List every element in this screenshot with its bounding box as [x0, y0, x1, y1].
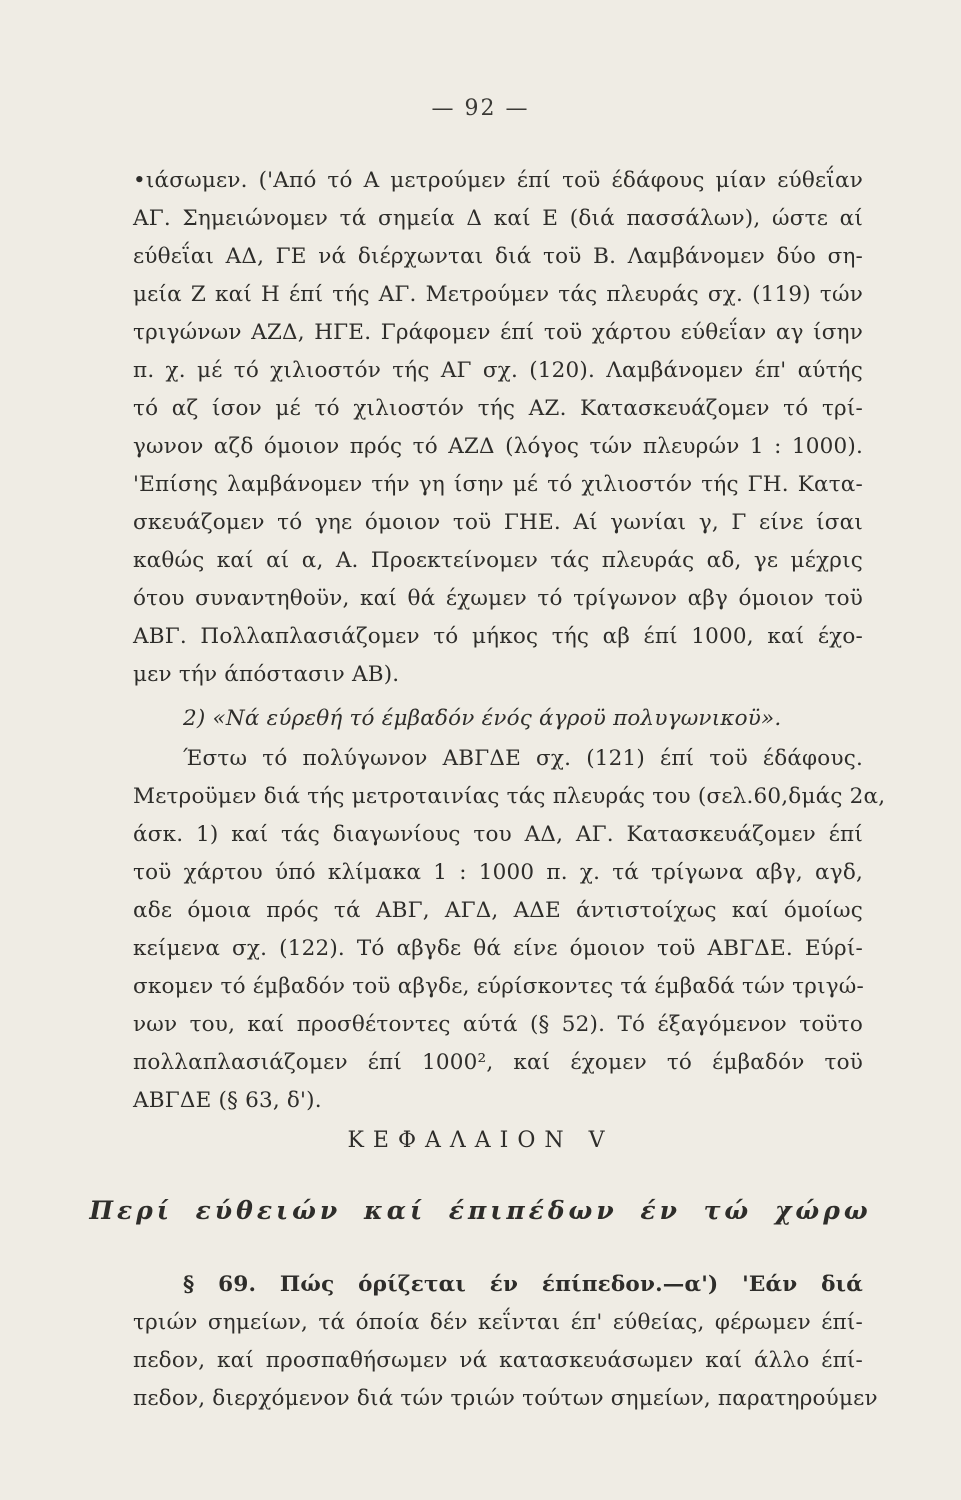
page-number: — 92 — — [431, 96, 530, 121]
text-line-1: •ιάσωμεν. ('Από τό Α μετρούμεν έπί τοϋ έδάφους μίαν εύθεΐαν — [133, 168, 863, 193]
section-69-line-4: πεδον, διερχόμενον διά τών τριών τούτων σημείων, παρατηρούμεν — [133, 1386, 878, 1411]
text-line-2: ΑΓ. Σημειώνομεν τά σημεία Δ καί Ε (διά πασσάλων), ώστε αί — [133, 206, 863, 231]
text-line-3: εύθεΐαι ΑΔ, ΓΕ νά διέρχωνται διά τοϋ Β. Λαμβάνομεν δύο ση- — [133, 244, 863, 269]
text-line-24: πολλαπλασιάζομεν έπί 1000², καί έχομεν τό έμβαδόν τοϋ — [133, 1050, 863, 1075]
text-line-13: ΑΒΓ. Πολλαπλασιάζομεν τό μήκος τής αβ έπί 1000, καί έχο- — [133, 624, 863, 649]
text-line-17: Μετροϋμεν διά τής μετροταινίας τάς πλευράς του (σελ.60,δμάς 2α, — [133, 784, 886, 809]
text-line-21: κείμενα σχ. (122). Τό αβγδε θά είνε όμοιον τοϋ ΑΒΓΔΕ. Εύρί- — [133, 936, 863, 961]
section-69-line-3: πεδον, καί προσπαθήσωμεν νά κατασκευάσωμεν καί άλλο έπί- — [133, 1348, 863, 1373]
text-line-11: καθώς καί αί α, Α. Προεκτείνομεν τάς πλευράς αδ, γε μέχρις — [133, 548, 863, 573]
text-line-8: γωνον αζδ όμοιον πρός τό ΑΖΔ (λόγος τών πλευρών 1 : 1000). — [133, 434, 863, 459]
text-line-10: σκευάζομεν τό γηε όμοιον τοϋ ΓΗΕ. Αί γωνίαι γ, Γ είνε ίσαι — [133, 510, 863, 535]
text-line-23: νων του, καί προσθέτοντες αύτά (§ 52). Τό έξαγόμενον τοϋτο — [133, 1012, 863, 1037]
section-69-line-1: § 69. Πώς όρίζεται έν έπίπεδον.—α') 'Εάν διά — [183, 1272, 863, 1297]
text-line-5: τριγώνων ΑΖΔ, ΗΓΕ. Γράφομεν έπί τοϋ χάρτου εύθεΐαν αγ ίσην — [133, 320, 863, 345]
problem-2-title: 2) «Νά εύρεθή τό έμβαδόν ένός άγροϋ πολυγωνικοϋ». — [183, 706, 782, 731]
chapter-heading: ΚΕΦΑΛΑΙΟΝ V — [347, 1128, 614, 1153]
text-line-7: τό αζ ίσον μέ τό χιλιοστόν τής ΑΖ. Κατασκευάζομεν τό τρί- — [133, 396, 863, 421]
text-line-16: Έστω τό πολύγωνον ΑΒΓΔΕ σχ. (121) έπί τοϋ έδάφους. — [183, 746, 863, 771]
text-line-14: μεν τήν άπόστασιν ΑΒ). — [133, 662, 400, 687]
text-line-6: π. χ. μέ τό χιλιοστόν τής ΑΓ σχ. (120). Λαμβάνομεν έπ' αύτής — [133, 358, 863, 383]
text-line-4: μεία Ζ καί Η έπί τής ΑΓ. Μετρούμεν τάς πλευράς σχ. (119) τών — [133, 282, 863, 307]
text-line-22: σκομεν τό έμβαδόν τοϋ αβγδε, εύρίσκοντες τά έμβαδά τών τριγώ- — [133, 974, 864, 999]
text-line-9: 'Επίσης λαμβάνομεν τήν γη ίσην μέ τό χιλιοστόν τής ΓΗ. Κατα- — [133, 472, 863, 497]
section-69-line-2: τριών σημείων, τά όποία δέν κεΐνται έπ' εύθείας, φέρωμεν έπί- — [133, 1310, 863, 1335]
text-line-25: ΑΒΓΔΕ (§ 63, δ'). — [133, 1088, 322, 1113]
text-line-12: ότου συναντηθοϋν, καί θά έχωμεν τό τρίγωνον αβγ όμοιον τοϋ — [133, 586, 863, 611]
chapter-subtitle: Περί εύθειών καί έπιπέδων έν τώ χώρω — [89, 1196, 872, 1225]
text-line-18: άσκ. 1) καί τάς διαγωνίους του ΑΔ, ΑΓ. Κατασκευάζομεν έπί — [133, 822, 863, 847]
text-line-19: τοϋ χάρτου ύπό κλίμακα 1 : 1000 π. χ. τά τρίγωνα αβγ, αγδ, — [133, 860, 863, 885]
text-line-20: αδε όμοια πρός τά ΑΒΓ, ΑΓΔ, ΑΔΕ άντιστοίχως καί όμοίως — [133, 898, 863, 923]
